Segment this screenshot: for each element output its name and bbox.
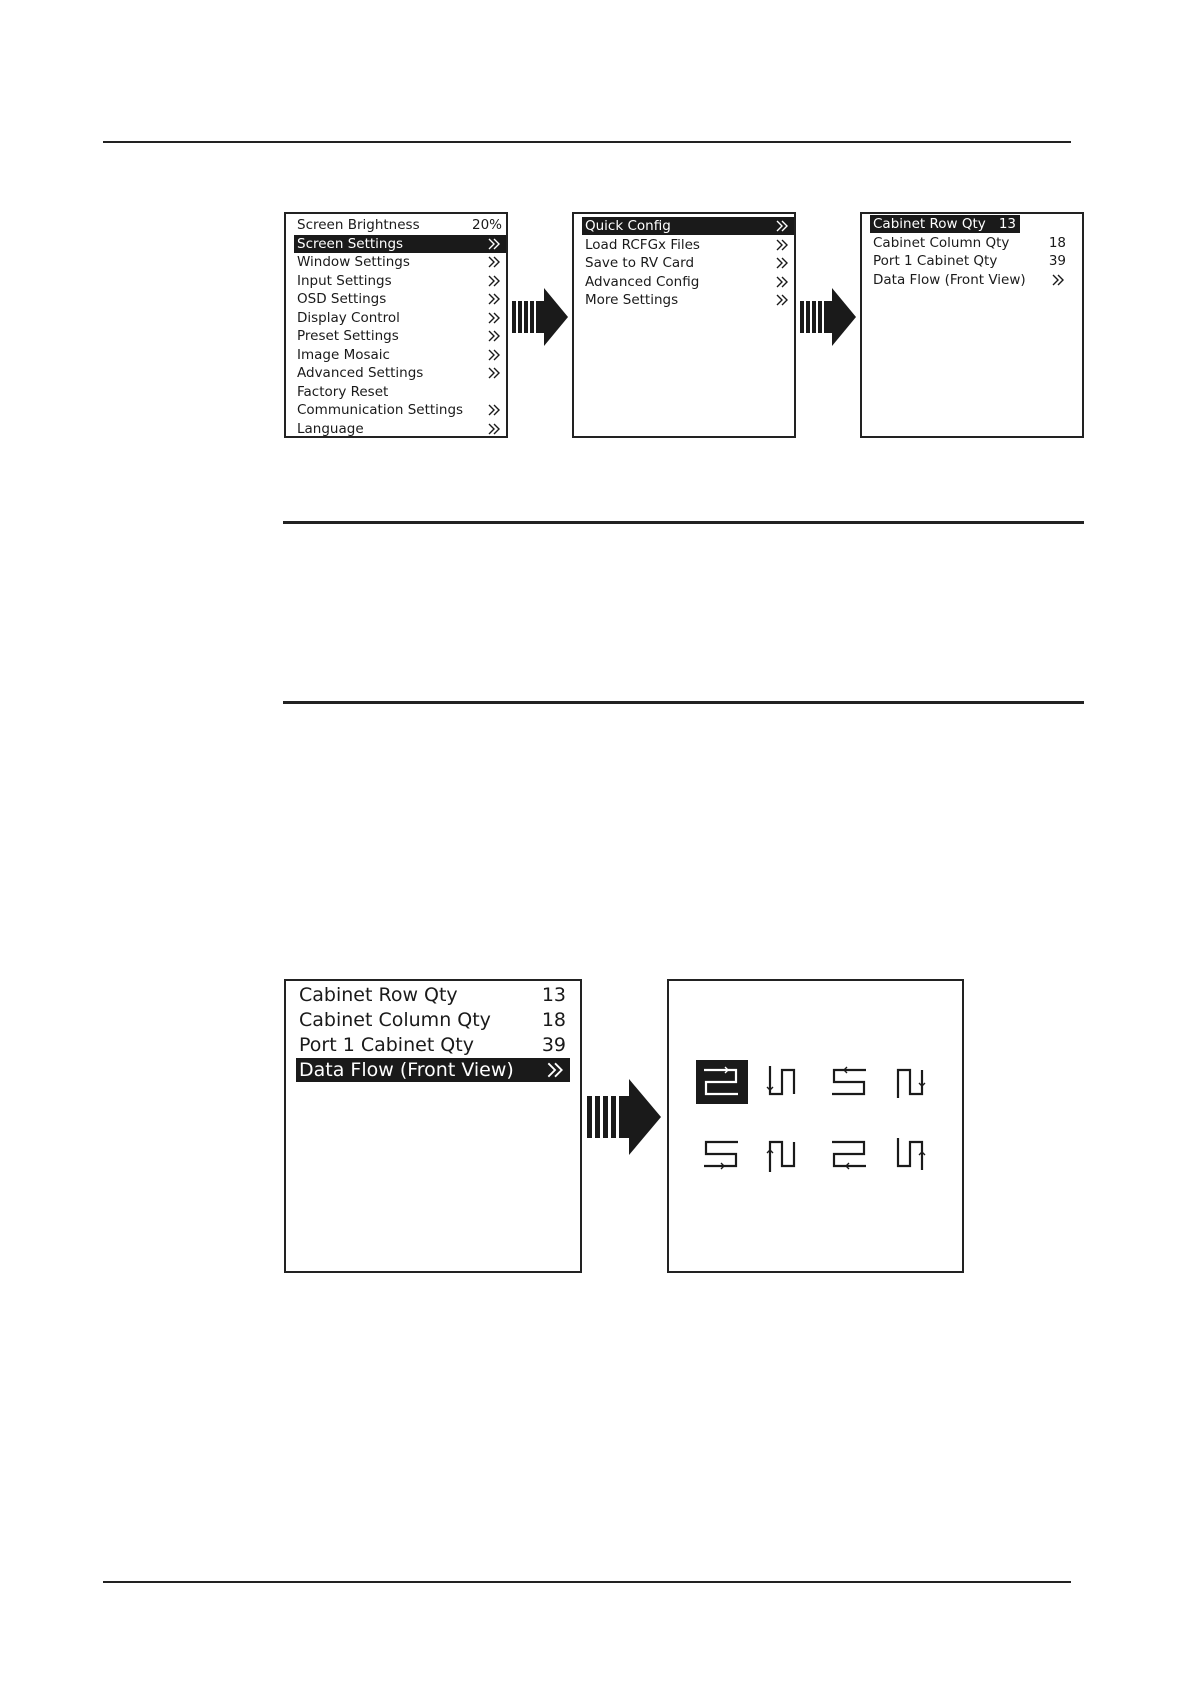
- menu-item[interactable]: [296, 1058, 570, 1082]
- menu-item[interactable]: [870, 215, 1020, 233]
- chevron-right-icon: [482, 311, 506, 325]
- menu-item[interactable]: [296, 1008, 570, 1032]
- menu-item[interactable]: [870, 234, 1070, 252]
- menu-item[interactable]: [294, 253, 506, 271]
- data-flow-panel: [667, 979, 964, 1273]
- menu-item[interactable]: [294, 364, 506, 382]
- menu-item[interactable]: [294, 309, 506, 327]
- chevron-right-icon: [482, 255, 506, 269]
- menu-item[interactable]: [294, 383, 506, 401]
- chevron-right-icon: [482, 274, 506, 288]
- menu-item-label: Cabinet Row Qty: [299, 984, 458, 1006]
- chevron-right-icon: [482, 329, 506, 343]
- menu-item[interactable]: [294, 327, 506, 345]
- chevron-right-icon: [482, 237, 506, 251]
- menu-item-label: Language: [297, 420, 364, 437]
- menu-item-value: 39: [1048, 253, 1066, 269]
- quick-config-panel: [860, 212, 1084, 438]
- menu-item-value: 20%: [471, 217, 502, 233]
- menu-item-label: More Settings: [585, 292, 679, 308]
- chevron-right-icon: [482, 422, 506, 436]
- flow-s-right-icon[interactable]: [696, 1132, 748, 1176]
- menu-item[interactable]: [582, 254, 794, 272]
- menu-item[interactable]: [294, 420, 506, 438]
- menu-item-label: Window Settings: [297, 254, 410, 270]
- menu-item[interactable]: [294, 272, 506, 290]
- menu-item-label: Display Control: [297, 309, 400, 326]
- menu-item-label: Input Settings: [297, 272, 392, 289]
- menu-item-label: Data Flow (Front View): [873, 271, 1026, 288]
- quick-config-large-panel: [284, 979, 582, 1273]
- menu-item[interactable]: [294, 216, 506, 234]
- chevron-right-icon: [482, 403, 506, 417]
- menu-item-label: Load RCFGx Files: [585, 236, 700, 253]
- main-menu-panel: [284, 212, 508, 438]
- menu-item-value: 39: [541, 1034, 566, 1056]
- menu-item-label: Communication Settings: [297, 402, 464, 418]
- right-arrow-icon: [800, 288, 856, 346]
- flow-z-left-icon[interactable]: [824, 1132, 876, 1176]
- chevron-right-icon: [770, 293, 794, 307]
- menu-item[interactable]: [294, 346, 506, 364]
- menu-item[interactable]: [582, 217, 794, 235]
- right-arrow-icon: [512, 288, 568, 346]
- footer-rule: [103, 1581, 1071, 1583]
- menu-item-label: OSD Settings: [297, 291, 387, 307]
- menu-item-label: Factory Reset: [297, 383, 389, 400]
- menu-item[interactable]: [582, 273, 794, 291]
- menu-item-label: Preset Settings: [297, 328, 399, 344]
- menu-item-value: 18: [1048, 234, 1066, 251]
- note-rule-top: [283, 521, 1084, 524]
- menu-item-label: Advanced Settings: [297, 365, 424, 381]
- chevron-right-icon: [482, 366, 506, 380]
- menu-item[interactable]: [582, 236, 794, 254]
- header-rule: [103, 141, 1071, 143]
- chevron-right-icon: [482, 348, 506, 362]
- menu-item-label: Cabinet Row Qty: [873, 216, 986, 232]
- chevron-right-icon: [770, 275, 794, 289]
- chevron-right-icon: [770, 256, 794, 270]
- menu-item-value: 13: [541, 984, 566, 1006]
- menu-item-label: Screen Brightness: [297, 217, 420, 233]
- flow-up-down-icon[interactable]: [760, 1132, 812, 1176]
- chevron-right-icon: [482, 292, 506, 306]
- menu-item-label: Cabinet Column Qty: [873, 234, 1010, 251]
- flow-n-down-icon[interactable]: [888, 1060, 940, 1104]
- menu-item-label: Cabinet Column Qty: [299, 1009, 491, 1031]
- flow-s-left-icon[interactable]: [824, 1060, 876, 1104]
- flow-n-up-icon[interactable]: [888, 1132, 940, 1176]
- chevron-right-icon: [770, 238, 794, 252]
- menu-item-label: Quick Config: [585, 218, 671, 234]
- menu-item-label: Port 1 Cabinet Qty: [873, 253, 998, 269]
- menu-item[interactable]: [294, 235, 506, 253]
- menu-item-value: 18: [541, 1009, 566, 1031]
- menu-item-label: Screen Settings: [297, 235, 404, 252]
- menu-item[interactable]: [296, 983, 570, 1007]
- menu-item-label: Data Flow (Front View): [299, 1059, 514, 1081]
- menu-item-value: 13: [998, 216, 1016, 232]
- menu-item[interactable]: [870, 252, 1070, 270]
- chevron-right-icon: [770, 219, 794, 233]
- chevron-right-icon: [540, 1060, 570, 1080]
- menu-item-label: Save to RV Card: [585, 255, 695, 271]
- menu-item[interactable]: [870, 271, 1070, 289]
- menu-item[interactable]: [296, 1033, 570, 1057]
- menu-item-label: Port 1 Cabinet Qty: [299, 1034, 474, 1056]
- flow-z-right-icon[interactable]: [696, 1060, 748, 1104]
- menu-item-label: Advanced Config: [585, 273, 700, 290]
- screen-settings-panel: [572, 212, 796, 438]
- flow-down-up-icon[interactable]: [760, 1060, 812, 1104]
- chevron-right-icon: [1046, 273, 1070, 287]
- menu-item-label: Image Mosaic: [297, 346, 390, 363]
- menu-item[interactable]: [294, 290, 506, 308]
- menu-item[interactable]: [294, 401, 506, 419]
- note-rule-bottom: [283, 701, 1084, 704]
- menu-item[interactable]: [582, 291, 794, 309]
- right-arrow-icon: [587, 1079, 661, 1155]
